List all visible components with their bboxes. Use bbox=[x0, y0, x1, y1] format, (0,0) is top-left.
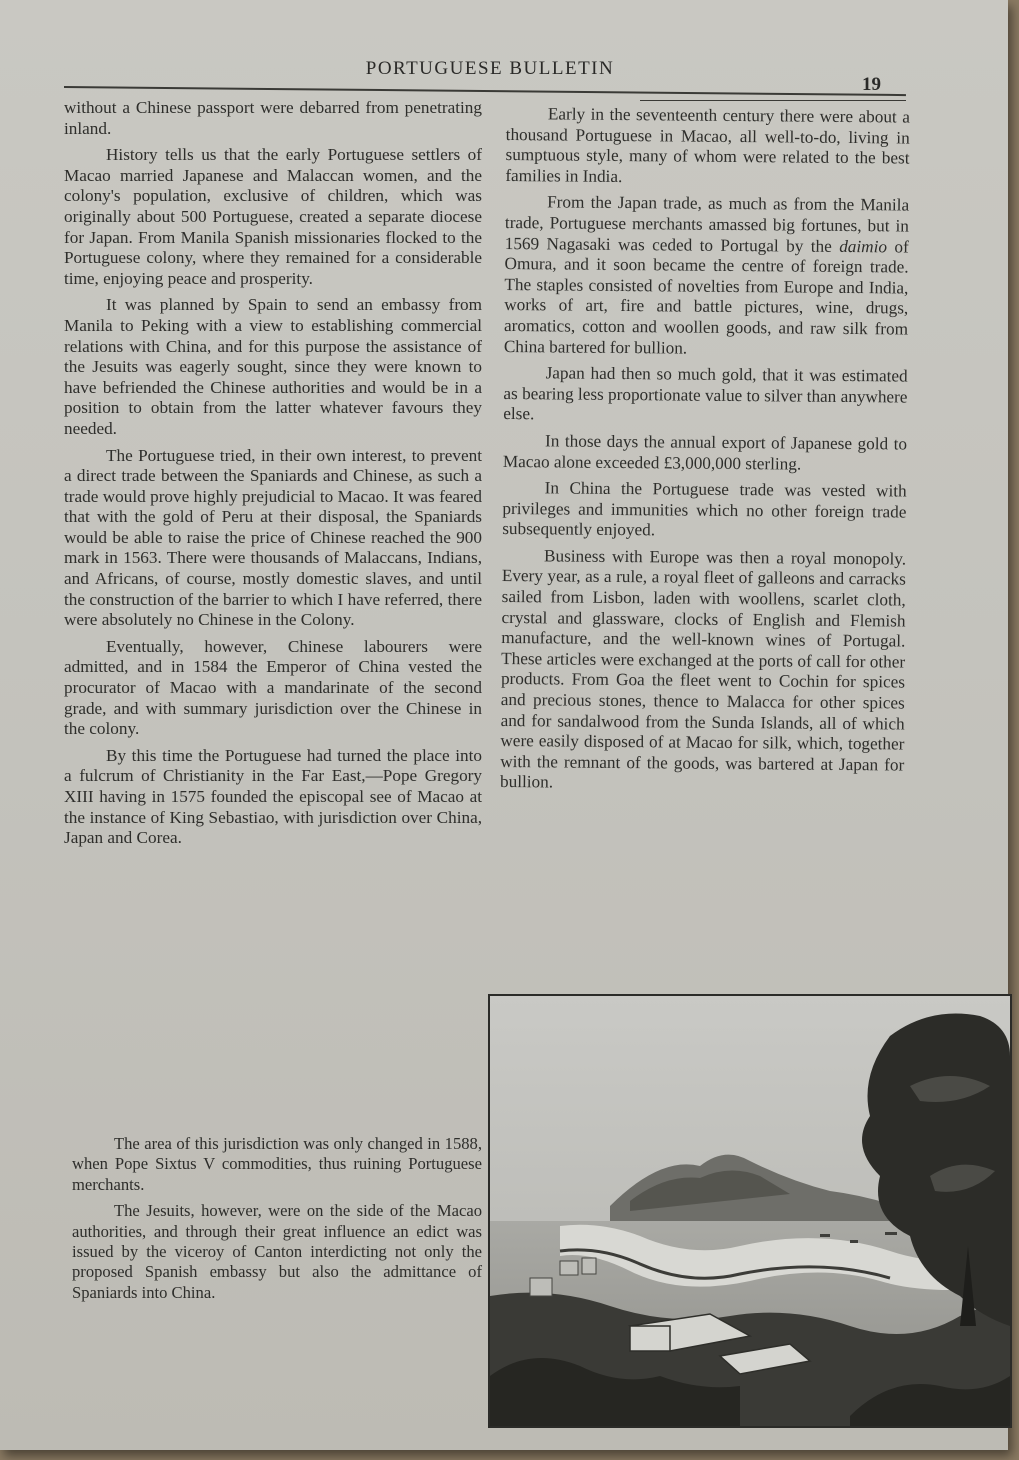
right-column bbox=[500, 104, 910, 802]
left-column bbox=[64, 98, 482, 855]
paragraph: The Jesuits, however, were on the side of the Macao authorities, and through their great influence an edict was issued by the viceroy of Canton interdicting not only the proposed Spanish embassy but also the admittance of Spaniards into China. bbox=[72, 1201, 482, 1302]
header-rule-secondary bbox=[640, 100, 906, 101]
paragraph: Early in the seventeenth century there were about a thousand Portuguese in Macao, all well-to-do, living in sumptuous style, many of whom were related to the best families in India. bbox=[505, 104, 910, 186]
paragraph: Business with Europe was then a royal monopoly. Every year, as a rule, a royal fleet of galleons and carracks sailed from Lisbon, laden with woollens, scarlet cloth, crystal and glassware, clocks of English and Flemish manufacture, and the well-known wines of Portugal. These articles were exchanged at the ports of call for other products. From Goa the fleet went to Cochin for spices and precious stones, thence to Malacca for other spices and for sandalwood from the Sunda Islands, all of which were easily disposed of at Macao for silk, which, together with the remnant of the goods, was bartered at Japan for bullion. bbox=[500, 546, 907, 792]
paragraph: Eventually, however, Chinese labourers were admitted, and in 1584 the Emperor of China vested the procurator of Macao with a mandarinate of the second grade, and with summary jurisdiction over the Chinese in the colony. bbox=[64, 636, 482, 739]
macao-harbour-photo bbox=[488, 994, 1012, 1428]
paragraph: In those days the annual export of Japanese gold to Macao alone exceeded £3,000,000 sterling. bbox=[502, 431, 908, 474]
italic-term: daimio bbox=[839, 236, 888, 256]
header-rule bbox=[64, 86, 906, 96]
paragraph: It was planned by Spain to send an embassy from Manila to Peking with a view to establishing commercial relations with China, and for this purpose the assistance of the Jesuits was eagerly sought, since they were known to have befriended the Chinese authorities and would be in a position to obtain from the latter whatever favours they needed. bbox=[64, 295, 482, 438]
paragraph: By this time the Portuguese had turned the place into a fulcrum of Christianity in the Far East,—Pope Gregory XIII having in 1575 founded the episcopal see of Macao at the instance of King Sebastiao, with jurisdiction over China, Japan and Corea. bbox=[64, 745, 482, 848]
page-number: 19 bbox=[862, 74, 881, 95]
paragraph: without a Chinese passport were debarred from penetrating inland. bbox=[64, 98, 482, 138]
text-run: From the Japan trade, as much as from the Manila trade, Portuguese merchants amassed big fortunes, but in 1569 Nagasaki was ceded to Portugal by the bbox=[504, 192, 910, 256]
paragraph: In China the Portuguese trade was vested with privileges and immunities which no other foreign trade subsequently enjoyed. bbox=[502, 478, 907, 540]
paragraph: History tells us that the early Portuguese settlers of Macao married Japanese and Malaccan women, and the colony's population, exclusive of children, which was originally about 500 Portuguese, created a separate diocese for Japan. From Manila Spanish missionaries flocked to the Portuguese colony, where they remained for a considerable time, enjoying peace and prosperity. bbox=[64, 145, 482, 288]
text-run: of Omura, and it soon became the centre of foreign trade. The staples consisted of novelties from Europe and India, works of art, fire and battle pictures, wine, drugs, aromatics, cotton and woollen goods, and raw silk from China bartered for bullion. bbox=[503, 236, 909, 358]
paragraph: The Portuguese tried, in their own interest, to prevent a direct trade between the Spaniards and Chinese, as such a trade would prove highly prejudicial to Macao. It was feared that with the gold of Peru at their disposal, the Spaniards would be able to raise the price of Chinese reached the 900 mark in 1563. There were thousands of Malaccans, Indians, and Africans, of course, mostly domestic slaves, and until the construction of the barrier to which I have referred, there were absolutely no Chinese in the Colony. bbox=[64, 445, 482, 630]
running-header-title: PORTUGUESE BULLETIN bbox=[365, 58, 615, 79]
left-column-tail bbox=[72, 1134, 482, 1309]
paragraph bbox=[504, 192, 909, 360]
paragraph: The area of this jurisdiction was only changed in 1588, when Pope Sixtus V commodities, thus ruining Portuguese merchants. bbox=[72, 1134, 482, 1194]
photo-icon bbox=[490, 996, 1010, 1426]
paragraph: Japan had then so much gold, that it was estimated as bearing less proportionate value to silver than anywhere else. bbox=[503, 363, 908, 424]
